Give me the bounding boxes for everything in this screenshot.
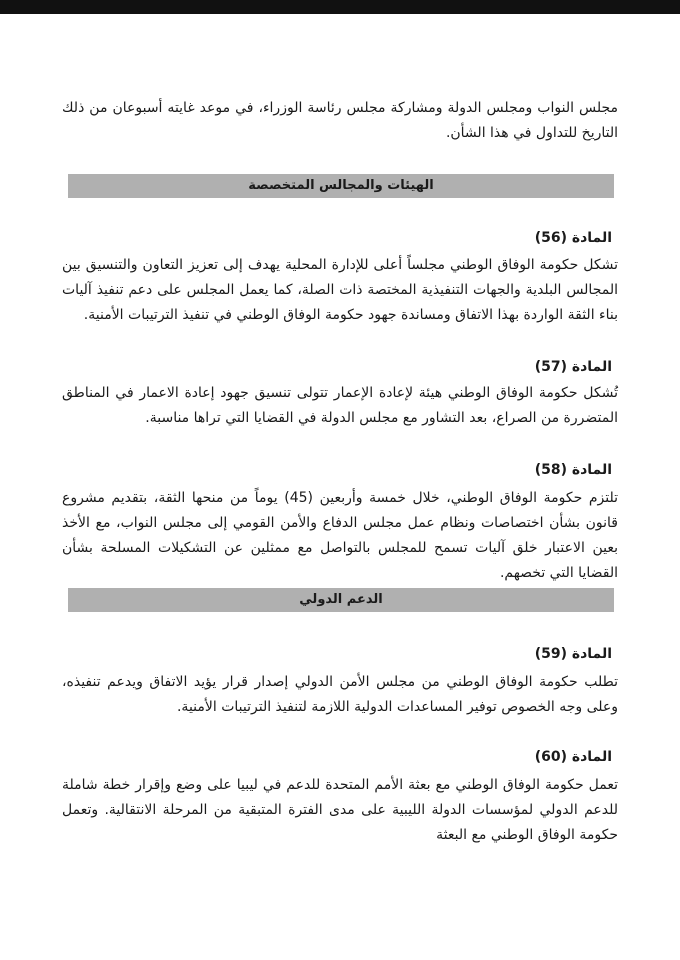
article-58-title: المادة (58) xyxy=(534,462,612,478)
article-59-text: تطلب حكومة الوفاق الوطني من مجلس الأمن الدولي إصدار قرار يؤيد الاتفاق ويدعم تنفيذه، وعلى وجه الخصوص توفير المساعدات الدولية اللازمة لتنفيذ الترتيبات الأمنية. xyxy=(62,674,618,715)
article-60-text: تعمل حكومة الوفاق الوطني مع بعثة الأمم المتحدة للدعم في ليبيا على وضع وإقرار خطة شاملة للدعم الدولي لمؤسسات الدولة الليبية على مدى الفترة المتبقية من المرحلة الانتقالية. وتعمل حكومة الوفاق الوطني مع البعثة xyxy=(62,777,618,843)
article-56-text: تشكل حكومة الوفاق الوطني مجلساً أعلى للإدارة المحلية يهدف إلى تعزيز التعاون والتنسيق بين المجالس البلدية والجهات التنفيذية المختصة ذات الصلة، كما يعمل المجلس على دعم تنفيذ آليات بناء الثقة الواردة بهذا الاتفاق ومساندة جهود حكومة الوفاق الوطني في تنفيذ الترتيبات الأمنية. xyxy=(62,257,618,323)
intro-paragraph: مجلس النواب ومجلس الدولة ومشاركة مجلس رئاسة الوزراء، في موعد غايته أسبوعان من ذلك التاريخ للتداول في هذا الشأن. xyxy=(62,100,618,141)
section-heading-international-support: الدعم الدولي xyxy=(68,588,614,612)
article-56-title: المادة (56) xyxy=(534,230,612,246)
article-60-title: المادة (60) xyxy=(534,749,612,765)
article-59-title: المادة (59) xyxy=(534,646,612,662)
section-heading-specialized-bodies: الهيئات والمجالس المتخصصة xyxy=(68,174,614,198)
article-57-title: المادة (57) xyxy=(534,359,612,375)
article-57-text: تُشكل حكومة الوفاق الوطني هيئة لإعادة الإعمار تتولى تنسيق جهود إعادة الاعمار في المناطق المتضررة من الصراع، بعد التشاور مع مجلس الدولة في القضايا التي تراها مناسبة. xyxy=(62,385,618,426)
article-58-text: تلتزم حكومة الوفاق الوطني، خلال خمسة وأربعين (45) يوماً من منحها الثقة، بتقديم مشروع قانون بشأن اختصاصات ونظام عمل مجلس الدفاع والأمن القومي إلى مجلس النواب، مع الأخذ بعين الاعتبار خلق آليات تسمح للمجلس بالتواصل مع ممثلين عن التشكيلات المسلحة بشأن القضايا التي تخصهم. xyxy=(62,490,618,581)
top-border-bar xyxy=(0,0,680,14)
document-page xyxy=(0,14,680,960)
